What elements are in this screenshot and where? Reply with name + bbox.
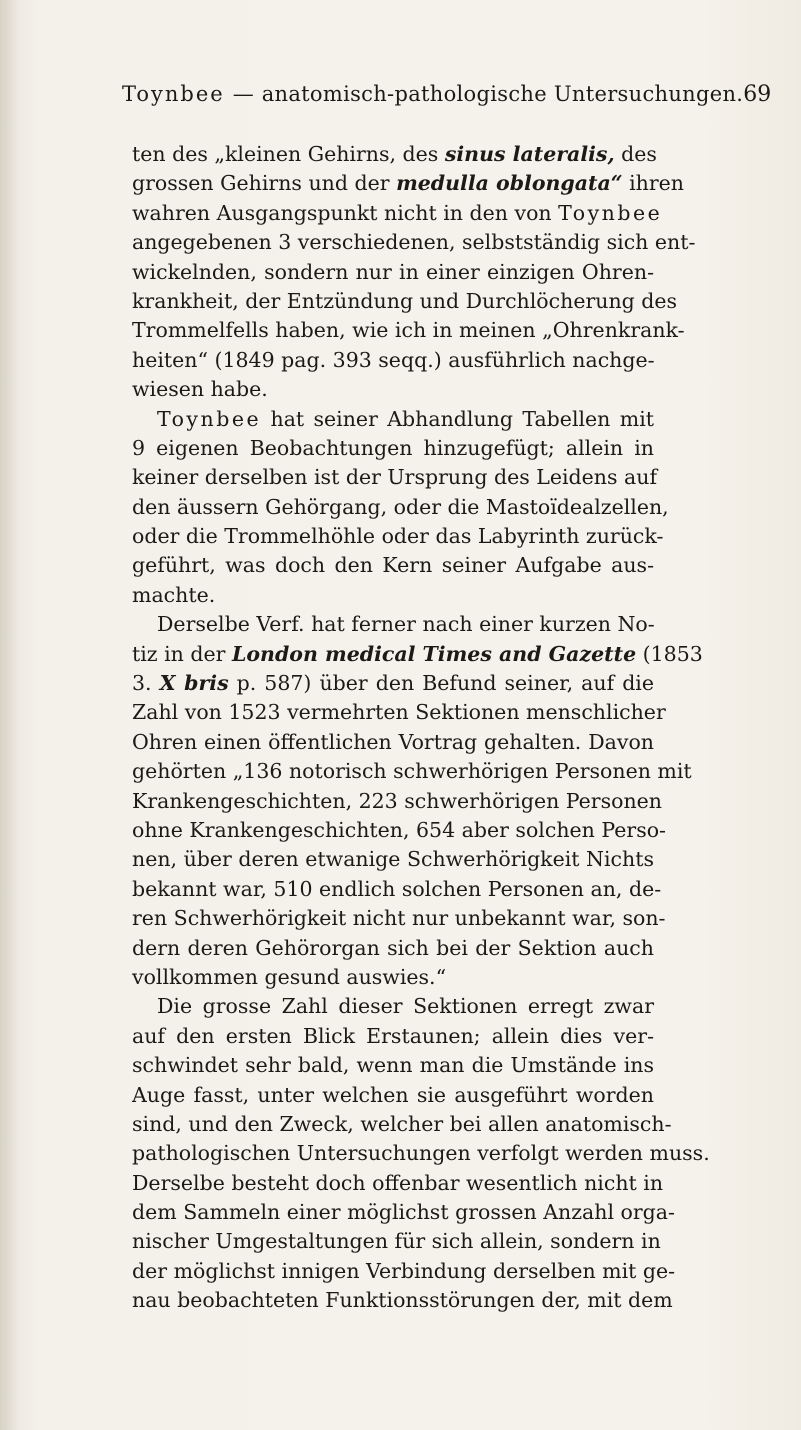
text-line xyxy=(132,199,663,228)
text-run: keiner derselben ist der Ursprung des Leidens auf xyxy=(132,465,658,490)
text-line xyxy=(132,287,678,316)
header-dash: — xyxy=(232,82,254,106)
text-run: der möglichst innigen Verbindung derselben mit ge- xyxy=(132,1258,676,1283)
text-run: machte. xyxy=(132,582,216,607)
text-run: schwindet sehr bald, wenn man die Umstände ins xyxy=(132,1053,654,1078)
text-line xyxy=(132,845,654,874)
text-line xyxy=(132,493,669,522)
text-run: den äussern Gehörgang, oder die Mastoïdealzellen, xyxy=(132,494,669,519)
text-run: nischer Umgestaltungen für sich allein, sondern in xyxy=(132,1229,661,1254)
body-text xyxy=(132,140,710,1316)
text-run: gehörten „136 notorisch schwerhörigen Personen mit xyxy=(132,759,692,784)
text-line xyxy=(132,669,654,698)
text-line xyxy=(132,140,657,169)
text-run: vollkommen gesund auswies.“ xyxy=(132,964,447,989)
text-line xyxy=(132,1198,675,1227)
text-line xyxy=(132,258,654,287)
text-run: wahren Ausgangspunkt nicht in den von xyxy=(132,200,559,225)
text-run: tiz in der xyxy=(132,641,232,666)
text-run: angegebenen 3 verschiedenen, selbstständig sich ent- xyxy=(132,230,696,255)
text-line xyxy=(132,316,685,345)
text-run: bekannt war, 510 endlich solchen Personen an, de- xyxy=(132,876,662,901)
binding-shadow xyxy=(0,0,18,1430)
text-line xyxy=(132,375,654,404)
running-header xyxy=(122,82,772,107)
text-line xyxy=(132,904,666,933)
text-line xyxy=(132,728,654,757)
text-run: Trommelfells haben, wie ich in meinen „Ohrenkrank- xyxy=(132,318,685,343)
text-run: oder die Trommelhöhle oder das Labyrinth zurück- xyxy=(132,524,664,549)
text-run: 3. xyxy=(132,671,160,696)
text-line xyxy=(132,581,654,610)
text-run: ren Schwerhörigkeit nicht nur unbekannt war, son- xyxy=(132,906,666,931)
text-line xyxy=(132,640,703,669)
text-line xyxy=(132,610,654,639)
text-run: pathologischen Untersuchungen verfolgt werden muss. xyxy=(132,1141,710,1166)
text-line xyxy=(132,1022,654,1051)
text-line xyxy=(132,1169,664,1198)
text-line xyxy=(132,787,663,816)
text-line xyxy=(132,992,654,1021)
text-run: Ohren einen öffentlichen Vortrag gehalten. Davon xyxy=(132,729,654,754)
text-run: krankheit, der Entzündung und Durchlöcherung des xyxy=(132,288,678,313)
text-run: grossen Gehirns und der xyxy=(132,171,397,196)
text-line xyxy=(132,816,666,845)
text-line xyxy=(132,1110,672,1139)
text-line xyxy=(132,1051,654,1080)
italic-text: sinus lateralis, xyxy=(444,142,615,166)
text-run: Krankengeschichten, 223 schwerhörigen Personen xyxy=(132,788,663,813)
text-line xyxy=(132,1227,661,1256)
text-line xyxy=(132,228,696,257)
text-line xyxy=(132,346,654,375)
header-author: Toynbee xyxy=(122,82,225,106)
text-run: nau beobachteten Funktionsstörungen der, mit dem xyxy=(132,1288,673,1313)
page-number: 69 xyxy=(743,82,772,107)
text-run: Derselbe besteht doch offenbar wesentlich nicht in xyxy=(132,1170,664,1195)
text-run: p. 587) über den Befund seiner, auf die xyxy=(228,671,655,696)
text-run: sind, und den Zweck, welcher bei allen anatomisch- xyxy=(132,1111,672,1136)
italic-text: medulla oblongata“ xyxy=(396,171,623,196)
text-run: Die grosse Zahl dieser Sektionen erregt zwar xyxy=(157,994,654,1019)
text-run: Auge fasst, unter welchen sie ausgeführt worden xyxy=(132,1082,654,1107)
text-run: des xyxy=(614,142,657,166)
text-line xyxy=(132,463,658,492)
text-run: nen, über deren etwanige Schwerhörigkeit Nichts xyxy=(132,847,654,872)
header-title: anatomisch-pathologische Untersuchungen. xyxy=(261,82,744,106)
text-line xyxy=(132,551,654,580)
text-line xyxy=(132,934,654,963)
text-line xyxy=(132,1286,673,1315)
text-run: ohne Krankengeschichten, 654 aber solchen Perso- xyxy=(132,817,666,842)
text-run: heiten“ (1849 pag. 393 seqq.) ausführlich nachge- xyxy=(132,347,655,372)
text-run: 9 eigenen Beobachtungen hinzugefügt; allein in xyxy=(132,435,654,460)
text-line xyxy=(132,1081,654,1110)
text-run: wickelnden, sondern nur in einer einzigen Ohren- xyxy=(132,259,654,284)
text-line xyxy=(132,1139,710,1168)
text-line xyxy=(132,1257,676,1286)
text-run: Zahl von 1523 vermehrten Sektionen menschlicher xyxy=(132,700,666,725)
italic-text: X bris xyxy=(159,671,229,696)
text-run: auf den ersten Blick Erstaunen; allein dies ver- xyxy=(132,1023,654,1048)
text-run: Derselbe Verf. hat ferner nach einer kurzen No- xyxy=(157,612,655,637)
italic-text: London medical Times and Gazette xyxy=(231,641,637,666)
text-line xyxy=(132,169,685,198)
text-line xyxy=(132,698,666,727)
text-run: ihren xyxy=(622,171,685,196)
text-line xyxy=(132,405,654,434)
text-run: geführt, was doch den Kern seiner Aufgabe aus- xyxy=(132,553,654,578)
text-line xyxy=(132,522,664,551)
text-run: dern deren Gehörorgan sich bei der Sektion auch xyxy=(132,935,654,960)
text-line xyxy=(132,757,692,786)
spaced-name: Toynbee xyxy=(558,200,663,225)
text-line xyxy=(132,963,654,992)
text-run: dem Sammeln einer möglichst grossen Anzahl orga- xyxy=(132,1200,675,1225)
text-run: hat seiner Abhandlung Tabellen mit xyxy=(261,406,654,431)
spaced-name: Toynbee xyxy=(157,406,262,431)
text-run: ten des „kleinen Gehirns, des xyxy=(132,142,445,166)
text-run: (1853 xyxy=(636,641,703,666)
text-line xyxy=(132,875,662,904)
text-line xyxy=(132,434,654,463)
text-run: wiesen habe. xyxy=(132,377,268,402)
